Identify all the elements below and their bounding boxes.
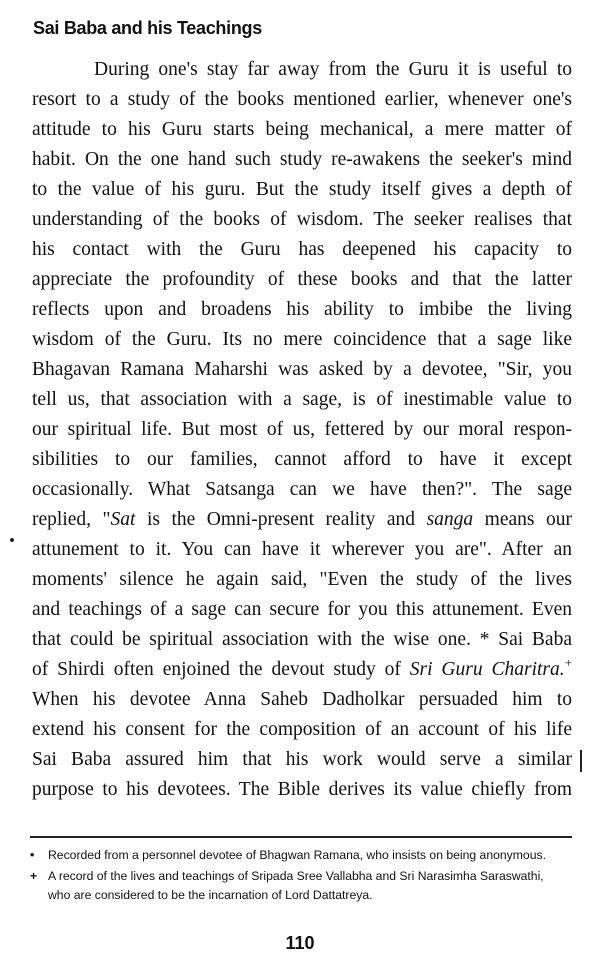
body-line: reflects upon and broadens his ability to imbibe the living [32, 299, 572, 320]
margin-tick-mark [580, 750, 582, 772]
body-line: sibilities to our families, cannot afford to have it except [32, 449, 572, 470]
body-line: purpose to his devotees. The Bible derives its value chiefly from [32, 779, 572, 800]
italic-book-title: Sri Guru Charitra. [409, 659, 565, 680]
body-paragraph [32, 55, 572, 805]
footnotes [30, 846, 560, 907]
body-line: understanding of the books of wisdom. The seeker realises that [32, 209, 572, 230]
italic-term-sat: Sat [110, 509, 136, 530]
body-line-with-italics [32, 655, 572, 685]
body-line: extend his consent for the composition of an account of his life [32, 719, 572, 740]
body-line: habit. On the one hand such study re-awakens the seeker's mind [32, 149, 572, 170]
footnote-text: A record of the lives and teachings of Sripada Sree Vallabha and Sri Narasimha Saraswathi, who are considered to be the incarnation of Lord Dattatreya. [48, 869, 544, 902]
body-line: attitude to his Guru starts being mechanical, a mere matter of [32, 119, 572, 140]
body-line: tell us, that association with a sage, is of inestimable value to [32, 389, 572, 410]
body-line: his contact with the Guru has deepened his capacity to [32, 239, 572, 260]
body-line: occasionally. What Satsanga can we have then?". The sage [32, 479, 572, 500]
body-line: During one's stay far away from the Guru it is useful to [94, 59, 572, 80]
body-line: moments' silence he again said, "Even the study of the lives [32, 569, 572, 590]
body-line: and teachings of a sage can secure for you this attunement. Even [32, 599, 572, 620]
body-line: that could be spiritual association with the wise one. * Sai Baba [32, 629, 572, 650]
footnote-text: Recorded from a personnel devotee of Bhagwan Ramana, who insists on being anonymous. [48, 848, 546, 862]
body-line: Bhagavan Ramana Maharshi was asked by a devotee, "Sir, you [32, 359, 572, 380]
footnote-plus: + [30, 869, 38, 883]
footnote-bullet: • [30, 848, 35, 862]
line-text: is the Omni-present reality and [135, 509, 427, 530]
body-line: our spiritual life. But most of us, fettered by our moral respon- [32, 419, 572, 440]
body-line: wisdom of the Guru. Its no mere coincidence that a sage like [32, 329, 572, 350]
body-line: attunement to it. You can have it wherever you are". After an [32, 539, 572, 560]
italic-term-sanga: sanga [426, 509, 474, 530]
running-head: Sai Baba and his Teachings [33, 18, 262, 38]
footnote-2 [30, 867, 560, 905]
body-line: to the value of his guru. But the study itself gives a depth of [32, 179, 572, 200]
body-line: When his devotee Anna Saheb Dadholkar persuaded him to [32, 689, 572, 710]
body-line: Sai Baba assured him that his work would serve a similar [32, 749, 572, 770]
footnote-marker: + [564, 655, 572, 670]
line-text: means our [473, 509, 573, 530]
margin-dot-mark [10, 538, 14, 542]
line-text: of Shirdi often enjoined the devout study of [32, 659, 410, 680]
body-line: resort to a study of the books mentioned earlier, whenever one's [32, 89, 572, 110]
body-line: appreciate the profoundity of these books and that the latter [32, 269, 572, 290]
line-text: replied, " [32, 509, 111, 530]
body-line-with-italics [32, 505, 572, 535]
footnote-1 [30, 846, 560, 865]
page-number: 110 [285, 933, 315, 953]
footnote-rule [30, 836, 572, 838]
